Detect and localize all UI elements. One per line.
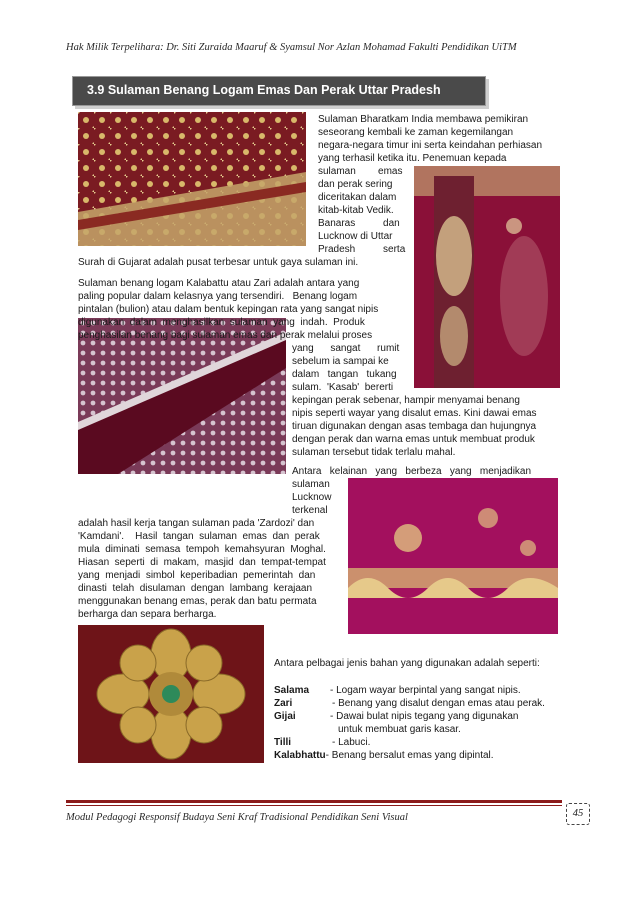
- material-item: [274, 736, 370, 749]
- para1-line: Pradesh serta: [318, 244, 406, 255]
- para2-line: nipis seperti wayar yang disalut emas. Kini dawai emas: [292, 408, 537, 419]
- para1-line: Banaras dan: [318, 218, 400, 229]
- para3-line: Hiasan seperti di makam, masjid dan tempat-tempat: [78, 557, 326, 568]
- material-term: Salama: [274, 685, 310, 696]
- material-def: - Dawai bulat nipis tegang yang digunakan: [330, 711, 519, 722]
- para1-line: Sulaman Bharatkam India membawa pemikiran: [318, 114, 529, 125]
- para1-line: yang terhasil ketika itu. Penemuan kepada: [318, 153, 507, 164]
- footer-rule: [66, 800, 562, 803]
- para1-line: sulaman emas: [318, 166, 403, 177]
- para1-line: kitab-kitab Vedik.: [318, 205, 394, 216]
- material-item: [274, 723, 461, 736]
- para2-line: kepingan perak sebenar, hampir menyamai benang: [292, 395, 520, 406]
- material-item: [274, 697, 545, 710]
- para2-line: digunakan dalam menghasilkan sulaman yang indah. Produk: [78, 317, 365, 328]
- para3-line: terkenal: [292, 505, 328, 516]
- section-title: 3.9 Sulaman Benang Logam Emas Dan Perak Uttar Pradesh: [87, 83, 441, 97]
- material-term: Tilli: [274, 737, 292, 748]
- para3-line: Lucknow: [292, 492, 332, 503]
- para2-line: tiruan digunakan dengan asas tembaga dan hujungnya: [292, 421, 537, 432]
- para3-line: 'Kamdani'. Hasil tangan sulaman emas dan perak: [78, 531, 320, 542]
- page-header: Hak Milik Terpelihara: Dr. Siti Zuraida Maaruf & Syamsul Nor Azlan Mohamad Fakulti Pendidikan UiTM: [66, 42, 517, 53]
- para2-line: pintalan (bulion) atau dalam bentuk kepingan rata yang sangat nipis: [78, 304, 379, 315]
- para3-line: adalah hasil kerja tangan sulaman pada 'Zardozi' dan: [78, 518, 315, 529]
- materials-intro: Antara pelbagai jenis bahan yang digunakan adalah seperti:: [274, 658, 540, 669]
- para3-line: dinasti telah disulaman dengan lambang kerajaan: [78, 583, 313, 594]
- para2-line: yang sangat rumit: [292, 343, 400, 354]
- para3-line: yang menjadi simbol keperibadian pemerintah dan: [78, 570, 316, 581]
- para2-line: penghasilan benang bagi sulaman emas dan perak melalui proses: [78, 330, 373, 341]
- para1-line: dan perak sering: [318, 179, 393, 190]
- para3-line: berharga dan separa berharga.: [78, 609, 217, 620]
- embroidery-photo-5: [78, 625, 264, 763]
- material-def: - Labuci.: [332, 737, 371, 748]
- material-def: untuk membuat garis kasar.: [338, 724, 461, 735]
- para1-line: seseorang kembali ke zaman kegemilangan: [318, 127, 514, 138]
- para3-line: menggunakan benang emas, perak dan batu permata: [78, 596, 317, 607]
- embroidery-photo-1: [78, 112, 306, 246]
- material-item: [274, 749, 494, 762]
- para1-line: Lucknow di Uttar: [318, 231, 393, 242]
- material-def: - Benang yang disalut dengan emas atau perak.: [332, 698, 545, 709]
- material-item: [274, 684, 521, 697]
- embroidery-photo-2: [414, 166, 560, 388]
- para2-line: dengan perak dan warna emas untuk membuat produk: [292, 434, 535, 445]
- para2-line: paling popular dalam kelasnya yang tersendiri. Benang logam: [78, 291, 358, 302]
- para3-line: Antara kelainan yang berbeza yang menjadikan: [292, 466, 532, 477]
- para1-line: diceritakan dalam: [318, 192, 397, 203]
- material-def: - Benang bersalut emas yang dipintal.: [325, 750, 494, 761]
- para2-line: sebelum ia sampai ke: [292, 356, 389, 367]
- material-def: - Logam wayar berpintal yang sangat nipis.: [330, 685, 521, 696]
- para3-line: sulaman: [292, 479, 330, 490]
- para1-line: negara-negara timur ini serta keindahan perhiasan: [318, 140, 543, 151]
- material-term: Kalabhattu: [274, 750, 326, 761]
- material-item: [274, 710, 518, 723]
- para2-line: Sulaman benang logam Kalabattu atau Zari adalah antara yang: [78, 278, 360, 289]
- embroidery-photo-4: [348, 478, 558, 634]
- section-title-bar: [72, 76, 486, 106]
- material-term: Zari: [274, 698, 293, 709]
- para2-line: sulam. 'Kasab' bererti: [292, 382, 394, 393]
- footer-rule-thin: [66, 805, 562, 806]
- para3-line: mula diminati semasa tempoh kemahsyuran Moghal.: [78, 544, 326, 555]
- para1-line: Surah di Gujarat adalah pusat terbesar untuk gaya sulaman ini.: [78, 257, 359, 268]
- material-term: Gijai: [274, 711, 296, 722]
- para2-line: sulaman tersebut tidak terlalu mahal.: [292, 447, 456, 458]
- page-number: 45: [566, 803, 590, 825]
- para2-line: dalam tangan tukang: [292, 369, 397, 380]
- page-footer: Modul Pedagogi Responsif Budaya Seni Kraf Tradisional Pendidikan Seni Visual: [66, 812, 408, 823]
